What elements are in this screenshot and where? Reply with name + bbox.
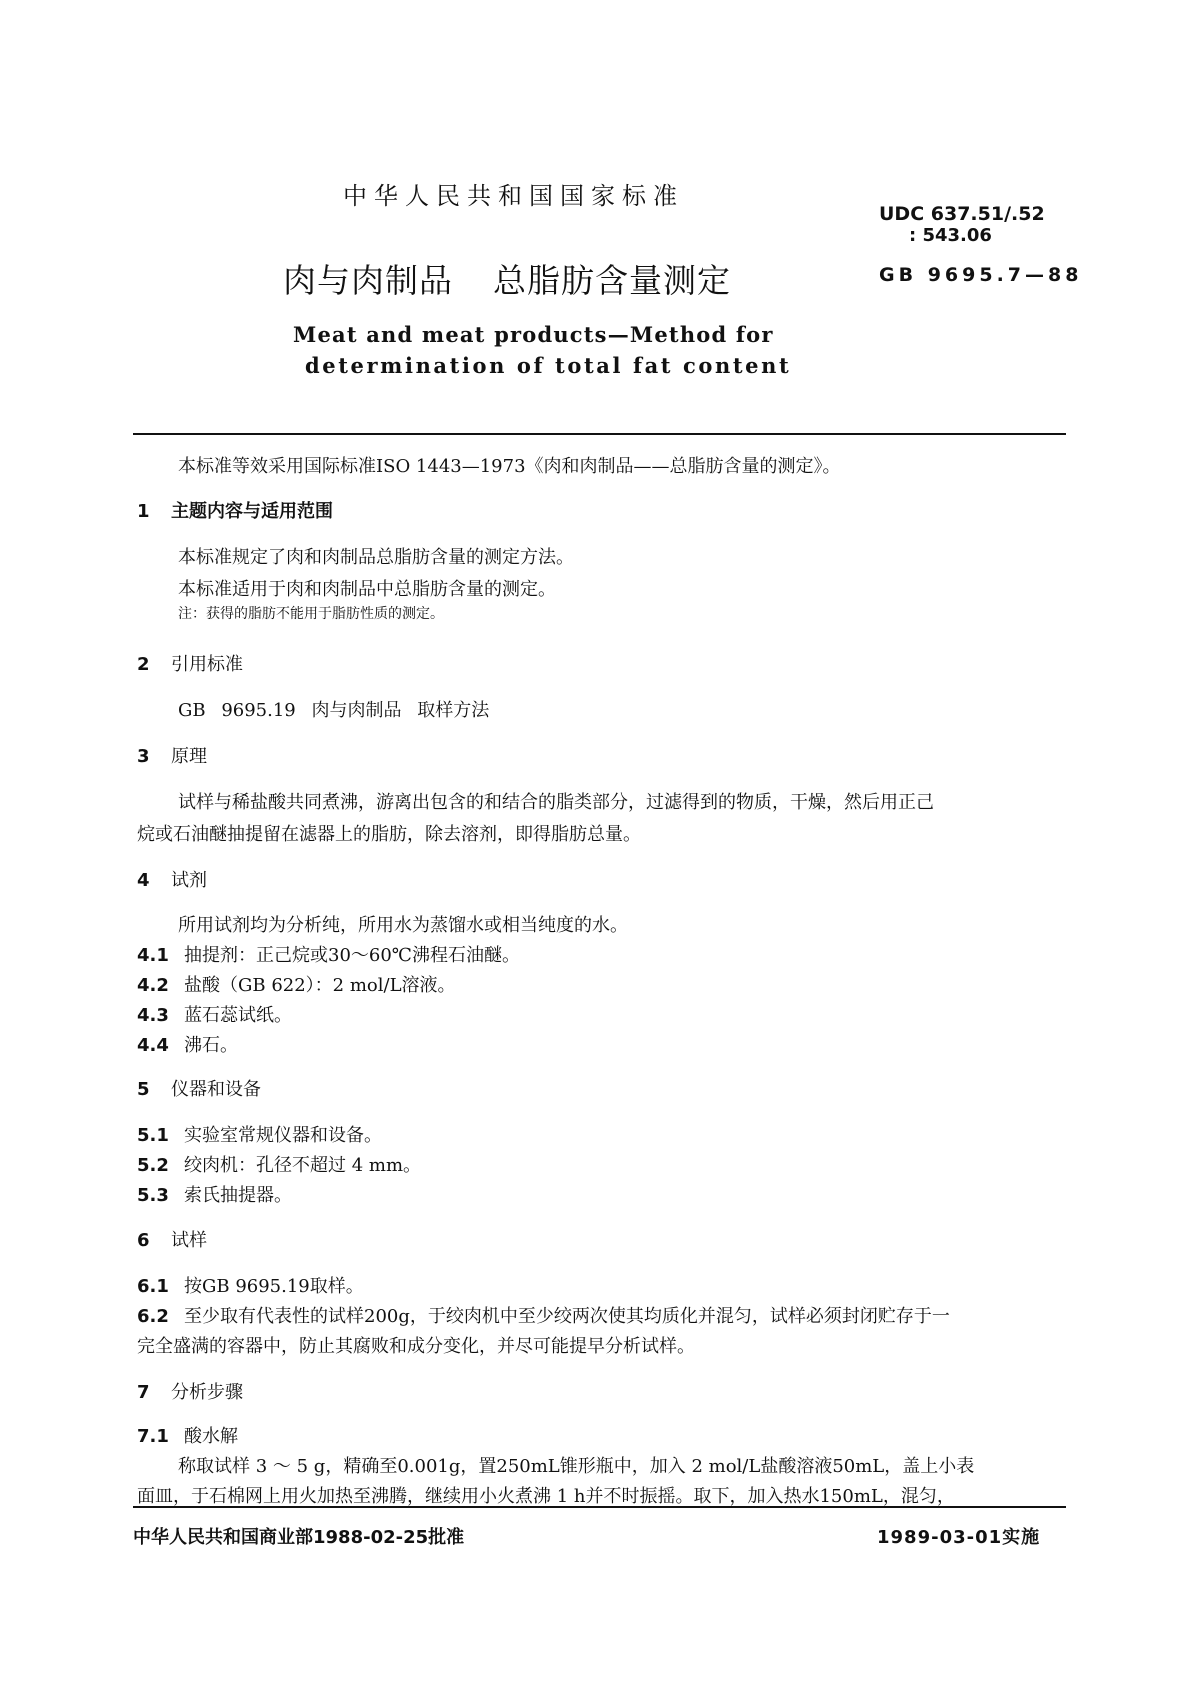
item-title: 酸水解 [184, 1426, 238, 1447]
section-title: 主题内容与适用范围 [171, 501, 333, 522]
item-4-3 [137, 1001, 292, 1027]
item-5-2 [137, 1151, 421, 1177]
section-2-heading [137, 650, 243, 676]
section-1-heading [137, 497, 333, 523]
item-4-1 [137, 941, 520, 967]
section-1-paragraph-1: 本标准规定了肉和肉制品总脂肪含量的测定方法。 [178, 547, 574, 568]
udc-code-line2: : 543.06 [909, 225, 992, 246]
header-rule [133, 433, 1066, 435]
intro-paragraph: 本标准等效采用国际标准ISO 1443—1973《肉和肉制品——总脂肪含量的测定》。 [178, 456, 841, 477]
section-title: 试样 [171, 1230, 207, 1251]
implementation-footer: 1989-03-01实施 [877, 1527, 1041, 1548]
item-number: 5.1 [137, 1125, 169, 1146]
item-4-2 [137, 971, 456, 997]
item-number: 4.4 [137, 1035, 169, 1056]
item-text: 绞肉机：孔径不超过 4 mm。 [184, 1155, 422, 1176]
item-text: 实验室常规仪器和设备。 [184, 1125, 382, 1146]
section-3-heading [137, 742, 207, 768]
section-7-line-1: 称取试样 3 ～ 5 g，精确至0.001g，置250mL锥形瓶中，加入 2 mol/L盐酸溶液50mL，盖上小表 [178, 1456, 975, 1477]
approval-footer: 中华人民共和国商业部1988-02-25批准 [133, 1527, 465, 1548]
item-text: 按GB 9695.19取样。 [184, 1276, 364, 1297]
section-1-paragraph-2: 本标准适用于肉和肉制品中总脂肪含量的测定。 [178, 579, 556, 600]
section-3-line-1: 试样与稀盐酸共同煮沸，游离出包含的和结合的脂类部分，过滤得到的物质，干燥，然后用正己 [178, 792, 934, 813]
english-title-line1: Meat and meat products—Method for [293, 322, 774, 347]
section-title: 仪器和设备 [171, 1079, 261, 1100]
item-6-2-continuation: 完全盛满的容器中，防止其腐败和成分变化，并尽可能提早分析试样。 [137, 1336, 695, 1357]
item-number: 4.3 [137, 1005, 169, 1026]
section-number: 6 [137, 1230, 150, 1251]
english-title-line2: determination of total fat content [305, 353, 792, 378]
section-2-reference: GB 9695.19 肉与肉制品 取样方法 [178, 700, 490, 721]
section-4-heading [137, 866, 207, 892]
item-6-2 [137, 1302, 950, 1328]
section-title: 试剂 [171, 870, 207, 891]
section-7-heading [137, 1378, 243, 1404]
national-standard-heading: 中华人民共和国国家标准 [343, 182, 684, 210]
section-number: 1 [137, 501, 150, 522]
section-number: 4 [137, 870, 150, 891]
section-3-line-2: 烷或石油醚抽提留在滤器上的脂肪，除去溶剂，即得脂肪总量。 [137, 824, 641, 845]
item-5-3 [137, 1181, 292, 1207]
item-4-4 [137, 1031, 238, 1057]
item-text: 抽提剂：正己烷或30～60℃沸程石油醚。 [184, 945, 520, 966]
item-number: 7.1 [137, 1426, 169, 1447]
item-5-1 [137, 1121, 382, 1147]
item-text: 沸石。 [184, 1035, 238, 1056]
section-title: 原理 [171, 746, 207, 767]
item-number: 6.1 [137, 1276, 169, 1297]
document-title [283, 255, 731, 302]
gb-code: GB 9695.7—88 [879, 264, 1083, 286]
section-number: 7 [137, 1382, 150, 1403]
section-title: 引用标准 [171, 654, 243, 675]
section-6-heading [137, 1226, 207, 1252]
item-number: 4.2 [137, 975, 169, 996]
section-4-paragraph: 所用试剂均为分析纯，所用水为蒸馏水或相当纯度的水。 [178, 915, 628, 936]
item-number: 4.1 [137, 945, 169, 966]
udc-code-line1: UDC 637.51/.52 [879, 203, 1045, 225]
section-7-line-2: 面皿，于石棉网上用火加热至沸腾，继续用小火煮沸 1 h并不时振摇。取下，加入热水150mL，混匀， [137, 1486, 955, 1507]
section-number: 5 [137, 1079, 150, 1100]
title-part1: 肉与肉制品 [283, 261, 453, 300]
item-7-1 [137, 1422, 238, 1448]
item-text: 蓝石蕊试纸。 [184, 1005, 292, 1026]
section-title: 分析步骤 [171, 1382, 243, 1403]
section-5-heading [137, 1075, 261, 1101]
title-part2: 总脂肪含量测定 [493, 261, 731, 300]
item-text: 盐酸（GB 622）：2 mol/L溶液。 [184, 975, 456, 996]
item-number: 5.3 [137, 1185, 169, 1206]
section-1-note: 注：获得的脂肪不能用于脂肪性质的测定。 [178, 606, 444, 622]
footer-rule [133, 1506, 1066, 1508]
item-text: 索氏抽提器。 [184, 1185, 292, 1206]
item-6-1 [137, 1272, 364, 1298]
item-text: 至少取有代表性的试样200g，于绞肉机中至少绞两次使其均质化并混匀，试样必须封闭贮存于一 [184, 1306, 950, 1327]
section-number: 2 [137, 654, 150, 675]
item-number: 5.2 [137, 1155, 169, 1176]
item-number: 6.2 [137, 1306, 169, 1327]
section-number: 3 [137, 746, 150, 767]
